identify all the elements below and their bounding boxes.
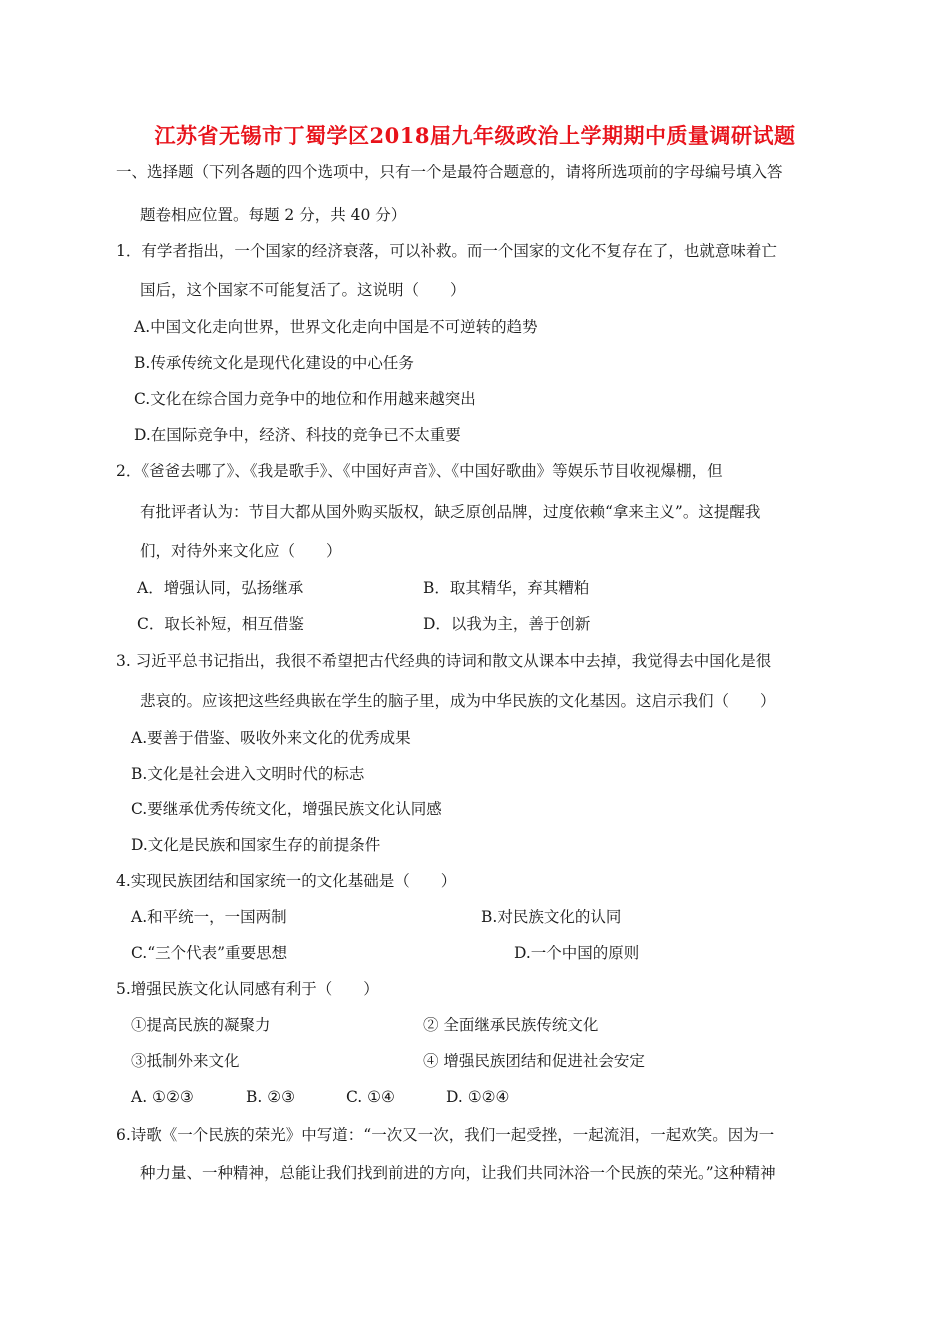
question-2-option-c: C．取长补短，相互借鉴	[137, 615, 304, 633]
question-5-statement-4: ④ 增强民族团结和促进社会安定	[423, 1052, 645, 1070]
question-5-option-c: C. ①④	[346, 1088, 395, 1106]
question-6-stem-cont: 种力量、一种精神，总能让我们找到前进的方向，让我们共同沐浴一个民族的荣光。”这种精神	[140, 1164, 776, 1182]
question-2-stem-cont2: 们，对待外来文化应（ ）	[140, 542, 342, 560]
question-1-option-c: C.文化在综合国力竞争中的地位和作用越来越突出	[134, 390, 476, 408]
page-title: 江苏省无锡市丁蜀学区2018届九年级政治上学期期中质量调研试题	[154, 123, 796, 148]
question-5-option-d: D. ①②④	[446, 1088, 510, 1106]
question-2-option-a: A．增强认同，弘扬继承	[137, 579, 304, 597]
question-3-option-a: A.要善于借鉴、吸收外来文化的优秀成果	[131, 729, 411, 747]
question-2-option-b: B．取其精华，弃其糟粕	[423, 579, 590, 597]
question-2-option-d: D．以我为主，善于创新	[423, 615, 591, 633]
question-5-option-a: A. ①②③	[131, 1088, 194, 1106]
question-3-stem-cont: 悲哀的。应该把这些经典嵌在学生的脑子里，成为中华民族的文化基因。这启示我们（ ）	[140, 692, 776, 710]
question-1-option-b: B.传承传统文化是现代化建设的中心任务	[134, 354, 414, 372]
section-heading-cont: 题卷相应位置。每题 2 分，共 40 分）	[140, 206, 407, 224]
question-4-option-b: B.对民族文化的认同	[481, 908, 622, 926]
question-6-stem: 6.诗歌《一个民族的荣光》中写道：“一次又一次，我们一起受挫，一起流泪，一起欢笑。因为一	[116, 1126, 775, 1144]
question-2-stem-cont: 有批评者认为：节目大都从国外购买版权，缺乏原创品牌，过度依赖“拿来主义”。这提醒我	[140, 503, 761, 521]
question-3-option-c: C.要继承优秀传统文化，增强民族文化认同感	[131, 800, 442, 818]
question-1-option-d: D.在国际竞争中，经济、科技的竞争已不太重要	[134, 426, 461, 444]
section-heading: 一、选择题（下列各题的四个选项中，只有一个是最符合题意的，请将所选项前的字母编号填入答	[116, 163, 783, 181]
question-5-option-b: B. ②③	[246, 1088, 296, 1106]
question-4-option-a: A.和平统一，一国两制	[131, 908, 287, 926]
question-4-stem: 4.实现民族团结和国家统一的文化基础是（ ）	[116, 872, 457, 890]
question-5-statement-2: ② 全面继承民族传统文化	[423, 1016, 599, 1034]
question-1-stem: 1．有学者指出，一个国家的经济衰落，可以补救。而一个国家的文化不复存在了，也就意味着亡	[116, 242, 777, 260]
question-4-option-d: D.一个中国的原则	[514, 944, 640, 962]
question-5-statement-3: ③抵制外来文化	[131, 1052, 240, 1070]
question-3-option-b: B.文化是社会进入文明时代的标志	[131, 765, 365, 783]
question-2-stem: 2．《爸爸去哪了》、《我是歌手》、《中国好声音》、《中国好歌曲》等娱乐节目收视爆棚，但	[116, 462, 723, 480]
question-1-option-a: A.中国文化走向世界，世界文化走向中国是不可逆转的趋势	[134, 318, 538, 336]
question-5-stem: 5.增强民族文化认同感有利于（ ）	[116, 980, 379, 998]
question-3-stem: 3. 习近平总书记指出，我很不希望把古代经典的诗词和散文从课本中去掉，我觉得去中国化是很	[116, 652, 772, 670]
question-5-statement-1: ①提高民族的凝聚力	[131, 1016, 271, 1034]
question-4-option-c: C.“三个代表”重要思想	[131, 944, 288, 962]
question-1-stem-cont: 国后，这个国家不可能复活了。这说明（ ）	[140, 281, 466, 299]
question-3-option-d: D.文化是民族和国家生存的前提条件	[131, 836, 381, 854]
